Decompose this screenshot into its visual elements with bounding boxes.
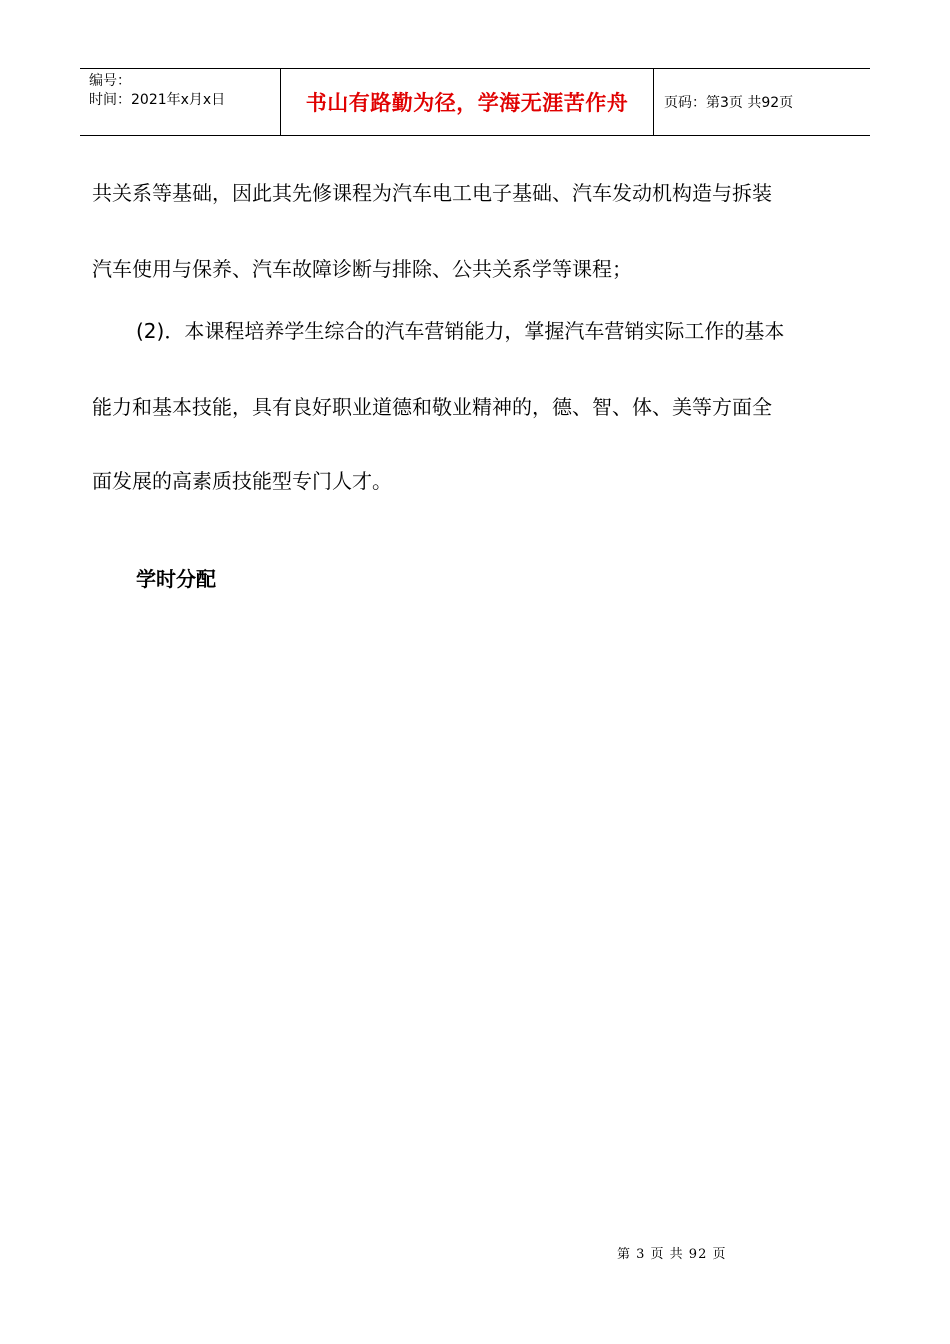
page-header <box>80 68 870 136</box>
body-line-5: 面发展的高素质技能型专门人才。 <box>92 469 392 493</box>
document-number-label: 编号： <box>89 73 131 89</box>
header-motto: 书山有路勤为径，学海无涯苦作舟 <box>281 69 654 135</box>
body-line-1: 共关系等基础，因此其先修课程为汽车电工电子基础、汽车发动机构造与拆装 <box>92 181 772 205</box>
body-line-3: (2)．本课程培养学生综合的汽车营销能力，掌握汽车营销实际工作的基本 <box>136 319 785 343</box>
body-line-4: 能力和基本技能，具有良好职业道德和敬业精神的，德、智、体、美等方面全 <box>92 395 772 419</box>
body-line-2: 汽车使用与保养、汽车故障诊断与排除、公共关系学等课程； <box>92 257 632 281</box>
document-time-label: 时间：2021年x月x日 <box>89 92 226 108</box>
header-meta-cell <box>80 69 281 135</box>
page-footer: 第 3 页 共 92 页 <box>617 1247 727 1262</box>
section-heading: 学时分配 <box>136 567 216 591</box>
header-page-info: 页码：第3页 共92页 <box>664 95 794 111</box>
